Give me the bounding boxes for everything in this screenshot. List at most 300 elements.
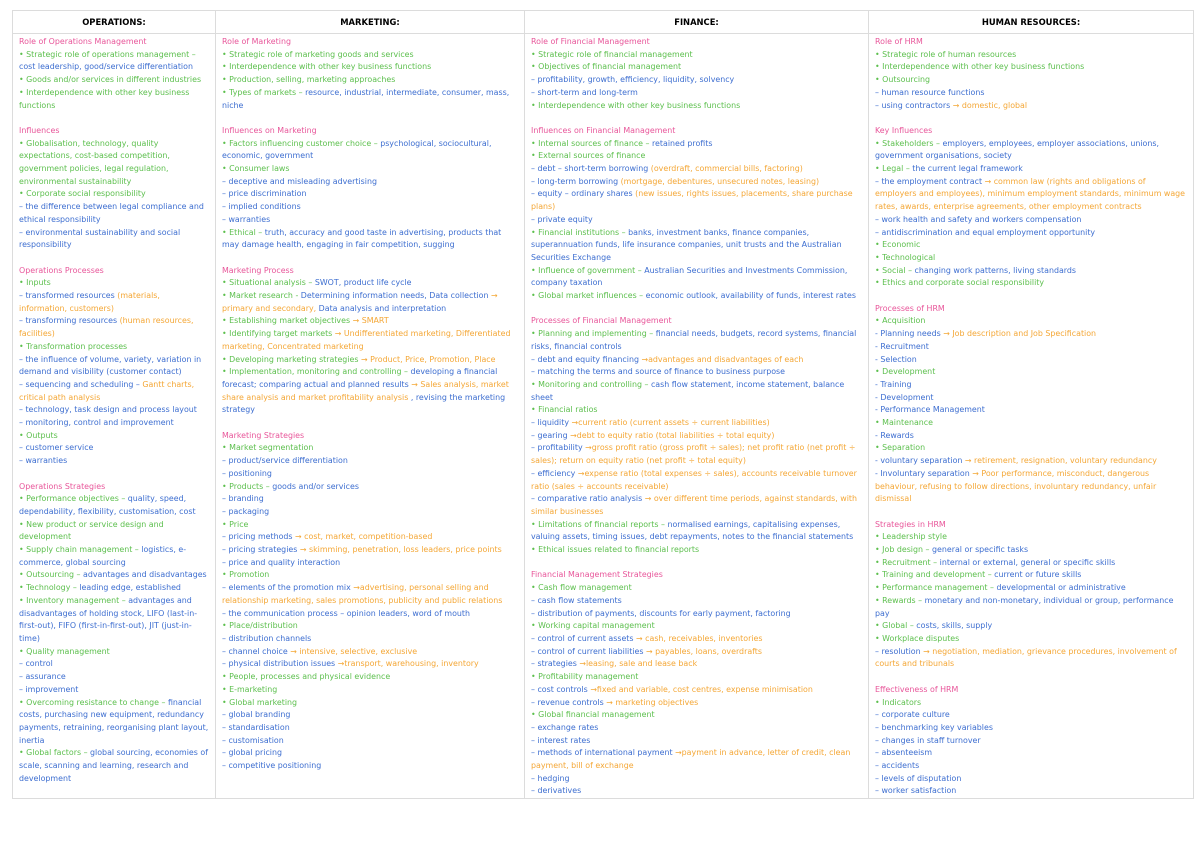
list-item [531,214,863,227]
text-segment: – worker satisfaction [875,786,957,796]
text-segment: • Legal – [875,164,913,174]
text-segment: → retirement, resignation, voluntary redundancy [964,456,1157,466]
list-item [875,163,1188,176]
text-segment: • Workplace disputes [875,634,960,643]
text-segment: - Rewards [875,430,914,440]
text-segment: , revising the marketing strategy [222,392,506,415]
list-item [875,379,1188,392]
list-item [222,61,519,74]
text-segment: - Recruitment [875,341,929,351]
text-segment: – pricing methods [222,532,296,542]
list-item [531,366,863,379]
list-item [531,100,863,113]
text-segment: – global branding [222,710,291,720]
list-item [875,354,1188,367]
list-item [531,442,863,467]
list-item [531,608,863,621]
text-segment: goods and/or services [272,481,359,491]
header-finance: FINANCE: [525,11,869,34]
text-segment: Gantt charts, critical path analysis [19,379,195,402]
text-segment: • Factors influencing customer choice – [222,138,381,148]
section-spacer [875,671,1188,684]
text-segment: →advertising, personal selling and relationship marketing, sales promotions, publicity and public relations [222,583,503,605]
list-item [875,569,1188,582]
text-segment: Role of Operations Management [19,37,147,46]
list-item [875,773,1188,786]
list-item [875,544,1188,557]
list-item [222,481,519,494]
list-item [875,735,1188,748]
text-segment: • Indicators [875,697,922,707]
text-segment: • Separation [875,443,926,453]
text-segment: – transformed resources [19,291,118,301]
text-segment: general or specific tasks [931,545,1029,555]
text-segment: SWOT, product life cycle [314,278,412,288]
text-segment: Financial Management Strategies [531,570,663,580]
text-segment: – comparative ratio analysis [531,494,645,504]
text-segment: • Developing marketing strategies [222,354,361,364]
text-segment: – the difference between legal compliance and ethical responsibility [19,202,204,224]
text-segment: • Global – [875,621,917,631]
list-item [19,227,210,252]
list-item [531,747,863,772]
hr-cell [869,34,1194,799]
list-item [222,569,519,582]
list-item [222,138,519,163]
text-segment: →transport, warehousing, inventory [337,659,479,669]
text-segment: • Global factors – [19,748,91,758]
text-segment: • Technology – [19,583,80,593]
text-segment: → Undifferentiated marketing, Differentiated marketing, Concentrated marketing [222,329,511,351]
list-item [222,328,519,353]
text-segment: → payables, loans, overdrafts [645,646,762,656]
list-item [19,455,210,468]
text-segment: • Technological [875,252,936,262]
text-segment: – corporate culture [875,710,950,720]
list-item [531,74,863,87]
list-item [222,633,519,646]
text-segment: → Poor performance, misconduct, dangerous behaviour, refusing to follow directions, involuntary redundancy, unfair dismissal [875,468,1157,504]
text-segment: • Strategic role of marketing goods and services [222,49,414,59]
text-segment: • Working capital management [531,621,655,631]
list-item [222,49,519,62]
text-segment: resource, industrial, intermediate, consumer, mass, niche [222,87,510,110]
text-segment: • Stakeholders – [875,138,943,148]
text-segment: • Job design – [875,545,932,555]
section-heading [875,519,1188,532]
text-segment: – strategies [531,659,580,669]
list-item [875,49,1188,62]
text-segment: → over different time periods, against standards, with similar businesses [531,494,858,516]
text-segment: – control of current assets [531,634,637,643]
list-item [531,87,863,100]
section-heading [875,125,1188,138]
list-item [875,697,1188,710]
text-segment: • Economic [875,240,921,250]
section-spacer [875,112,1188,125]
list-item [222,709,519,722]
text-segment: – the communication process – opinion leaders, word of mouth [222,608,471,618]
list-item [222,544,519,557]
text-segment: • Outsourcing [875,75,931,85]
list-item [875,646,1188,671]
text-segment: Influences [19,125,60,135]
section-spacer [531,303,863,316]
list-item [222,747,519,760]
list-item [19,404,210,417]
text-segment: – cost controls [531,684,591,694]
list-item [875,557,1188,570]
text-segment: • Market segmentation [222,443,314,453]
list-item [875,61,1188,74]
list-item [222,277,519,290]
text-segment: cost leadership, good/service differentiation [19,62,193,72]
list-item [875,633,1188,646]
list-item [222,506,519,519]
text-segment: – matching the terms and source of finance to business purpose [531,367,786,377]
list-item [222,188,519,201]
list-item [222,163,519,176]
section-heading [222,430,519,443]
text-segment: • Profitability management [531,672,639,682]
text-segment: - Planning needs [875,329,944,339]
list-item [531,163,863,176]
list-item [875,404,1188,417]
list-item [222,87,519,112]
operations-column [13,34,215,785]
text-segment: • Rewards – [875,595,925,605]
text-segment: Processes of Financial Management [531,316,672,326]
section-heading [222,265,519,278]
list-item [19,582,210,595]
section-spacer [222,252,519,265]
text-segment: – warranties [19,456,68,466]
text-segment: – warranties [222,214,271,224]
text-segment: • Strategic role of operations management – [19,49,196,59]
text-segment: • Interdependence with other key business functions [531,100,741,110]
text-segment: → domestic, global [952,100,1028,110]
text-segment: • Planning and implementing – [531,329,656,339]
text-segment: global sourcing, economies of scale, scanning and learning, research and development [19,748,208,783]
text-segment: – revenue controls [531,697,607,707]
list-item [19,658,210,671]
list-item [875,760,1188,773]
text-segment: – packaging [222,506,270,516]
text-segment: – absenteeism [875,748,933,758]
text-segment: • Inventory management – [19,595,129,605]
text-segment: Processes of HRM [875,303,945,313]
list-item [875,785,1188,798]
section-spacer [875,506,1188,519]
list-item [875,100,1188,113]
list-item [19,493,210,518]
text-segment: – pricing strategies [222,545,300,555]
text-segment: – implied conditions [222,202,301,212]
text-segment: cash flow statement, income statement, balance sheet [531,379,845,402]
list-item [222,557,519,570]
text-segment: financial needs, budgets, record systems, financial risks, financial controls [531,329,857,351]
list-item [222,760,519,773]
list-item [222,582,519,607]
text-segment: Influences on Financial Management [531,125,676,135]
text-segment: – price discrimination [222,189,307,199]
text-segment: – control [19,659,53,669]
text-segment: – private equity [531,214,593,224]
text-segment: • Acquisition [875,316,926,326]
text-segment: – environmental sustainability and social responsibility [19,227,181,250]
text-segment: – using contractors [875,100,953,110]
text-segment: • Performance management – [875,583,997,593]
text-segment: – standardisation [222,722,290,732]
text-segment: • Promotion [222,570,270,580]
list-item [875,227,1188,240]
text-segment: – resolution [875,646,924,656]
list-item [875,74,1188,87]
text-segment: economic outlook, availability of funds, interest rates [645,291,856,301]
list-item [19,684,210,697]
list-item [531,785,863,798]
text-segment: monetary and non-monetary, individual or group, performance pay [875,595,1174,618]
list-item [875,328,1188,341]
list-item [222,227,519,252]
list-item [531,722,863,735]
list-item [875,582,1188,595]
marketing-cell [216,34,525,799]
text-segment: the current legal framework [912,164,1023,174]
text-segment: • Development [875,367,936,377]
text-segment: • Outsourcing – [19,570,83,580]
text-segment: – interest rates [531,735,591,745]
text-segment: – the influence of volume, variety, variation in demand and visibility (customer contact) [19,354,202,377]
text-segment: – equity – ordinary shares [531,189,636,199]
text-segment: • Internal sources of finance – [531,138,652,148]
text-segment: → negotiation, mediation, grievance procedures, involvement of courts and tribunals [875,646,1177,669]
list-item [531,430,863,443]
list-item [222,531,519,544]
list-item [222,684,519,697]
text-segment: – sequencing and scheduling – [19,379,143,389]
list-item [222,608,519,621]
list-item [531,354,863,367]
text-segment: • Supply chain management – [19,545,142,555]
list-item [222,468,519,481]
text-segment: normalised earnings, capitalising expenses, valuing assets, timing issues, debt repayments, notes to the financial statements [531,519,854,542]
section-heading [875,36,1188,49]
text-segment: logistics, e-commerce, global sourcing [19,545,187,567]
list-item [531,735,863,748]
text-segment: • New product or service design and development [19,519,164,542]
list-item [875,366,1188,379]
text-segment: →debt to equity ratio (total liabilities ÷ total equity) [570,430,775,440]
text-segment: – changes in staff turnover [875,735,981,745]
section-heading [531,125,863,138]
text-segment: current or future skills [994,570,1082,580]
section-heading [222,36,519,49]
list-item [19,49,210,74]
text-segment: – profitability, growth, efficiency, liquidity, solvency [531,75,735,85]
list-item [19,379,210,404]
section-heading [875,303,1188,316]
list-item [531,176,863,189]
list-item [19,354,210,379]
text-segment: – debt and equity financing [531,354,642,364]
text-segment: → marketing objectives [606,697,699,707]
text-segment: – monitoring, control and improvement [19,418,174,428]
operations-cell [13,34,216,799]
text-segment: →payment in advance, letter of credit, clean payment, bill of exchange [531,748,851,771]
text-segment: • Interdependence with other key business functions [875,62,1085,72]
list-item [875,442,1188,455]
list-item [875,277,1188,290]
text-segment: • Transformation processes [19,341,128,351]
text-segment: • External sources of finance [531,151,646,161]
text-segment: • Ethical issues related to financial reports [531,545,700,555]
text-segment: – product/service differentiation [222,456,348,466]
text-segment: • Overcoming resistance to change – [19,697,168,707]
list-item [531,417,863,430]
list-item [875,430,1188,443]
text-segment: – benchmarking key variables [875,722,993,732]
text-segment: • E-marketing [222,684,278,694]
text-segment: internal or external, general or specific skills [939,557,1116,567]
text-segment: – levels of disputation [875,773,962,783]
text-segment: • Products – [222,481,273,491]
list-item [222,74,519,87]
text-segment: - Performance Management [875,405,985,415]
list-item [875,722,1188,735]
text-segment: – long-term borrowing [531,176,621,186]
text-segment: Influences on Marketing [222,125,317,135]
header-human-resources: HUMAN RESOURCES: [869,11,1194,34]
list-item [222,671,519,684]
text-segment: – cash flow statements [531,595,622,605]
text-segment: →current ratio (current assets ÷ current liabilities) [571,418,770,428]
text-segment: → common law (rights and obligations of employers and employees), minimum employment standards, minimum wage rates, awards, enterprise agreements, other employment contracts [875,176,1186,212]
list-item [19,74,210,87]
text-segment: – the employment contract [875,176,985,186]
list-item [531,61,863,74]
text-segment: - Involuntary separation [875,468,973,478]
list-item [222,290,519,315]
text-segment: (mortgage, debentures, unsecured notes, leasing) [620,176,820,186]
list-item [531,684,863,697]
text-segment: • Ethical – [222,227,265,237]
list-item [531,544,863,557]
text-segment: • Situational analysis – [222,278,315,288]
list-item [222,646,519,659]
text-segment: – hedging [531,773,570,783]
list-item [531,620,863,633]
list-item [531,633,863,646]
text-segment: – liquidity [531,418,572,428]
text-segment: →expense ratio (total expenses ÷ sales), accounts receivable turnover ratio (sales ÷ accounts receivable) [531,468,857,491]
text-segment: Data analysis and interpretation [318,303,447,313]
section-heading [19,481,210,494]
text-segment: – customer service [19,443,94,453]
list-item [222,620,519,633]
list-item [222,493,519,506]
list-item [19,341,210,354]
text-segment: • Goods and/or services in different industries [19,75,202,85]
list-item [222,354,519,367]
list-item [19,188,210,201]
text-segment: • Interdependence with other key business functions [222,62,432,72]
text-segment: – deceptive and misleading advertising [222,176,377,186]
text-segment: – exchange rates [531,722,599,732]
list-item [531,265,863,290]
text-segment: • Cash flow management [531,583,632,593]
text-segment: • Global market influences – [531,291,646,301]
list-item [875,265,1188,278]
text-segment: → cash, receivables, inventories [636,634,763,643]
list-item [222,519,519,532]
list-item [222,315,519,328]
text-segment: • Production, selling, marketing approaches [222,75,396,85]
text-segment: – global pricing [222,748,283,758]
text-segment: – work health and safety and workers compensation [875,214,1082,224]
text-segment: – methods of international payment [531,748,676,758]
summary-table [12,10,1194,799]
text-segment: • Leadership style [875,532,947,542]
text-segment: – gearing [531,430,571,440]
text-segment: – derivatives [531,786,582,796]
text-segment: • Globalisation, technology, quality expectations, cost-based competition, government policies, legal regulation, environmental sustainability [19,138,170,186]
list-item [222,176,519,189]
text-segment: developing a financial forecast; comparing actual and planned results [222,367,498,389]
list-item [19,315,210,340]
text-segment: – transforming resources [19,316,120,326]
text-segment: (new issues, rights issues, placements, share purchase plans) [531,189,853,212]
list-item [222,214,519,227]
list-item [19,442,210,455]
text-segment: – improvement [19,684,79,694]
list-item [19,646,210,659]
section-spacer [222,112,519,125]
text-segment: - Training [875,379,912,389]
text-segment: Role of Marketing [222,37,291,46]
list-item [875,709,1188,722]
text-segment: – distribution channels [222,634,312,643]
text-segment: – antidiscrimination and equal employment opportunity [875,227,1096,237]
list-item [875,455,1188,468]
text-segment: • Implementation, monitoring and controlling – [222,367,411,377]
content-row [13,34,1194,799]
list-item [531,227,863,265]
list-item [531,468,863,493]
section-spacer [19,112,210,125]
section-spacer [531,557,863,570]
list-item [531,646,863,659]
list-item [19,87,210,112]
list-item [19,697,210,748]
text-segment: – control of current liabilities [531,646,646,656]
text-segment: → Product, Price, Promotion, Place [360,354,496,364]
section-spacer [875,290,1188,303]
text-segment: - Selection [875,354,917,364]
list-item [531,658,863,671]
text-segment: banks, investment banks, finance companies, superannuation funds, life insurance companies, unit trusts and the Australian Securities Exchange [531,227,842,262]
text-segment: - Development [875,392,934,402]
text-segment: Marketing Process [222,265,294,275]
text-segment: • Types of markets – [222,87,306,97]
text-segment: quality, speed, dependability, flexibility, customisation, cost [19,494,196,516]
section-spacer [19,468,210,481]
text-segment: • Strategic role of financial management [531,49,693,59]
list-item [531,150,863,163]
text-segment: Operations Processes [19,265,104,275]
text-segment: Role of Financial Management [531,37,650,46]
text-segment: • Establishing market objectives [222,316,353,326]
